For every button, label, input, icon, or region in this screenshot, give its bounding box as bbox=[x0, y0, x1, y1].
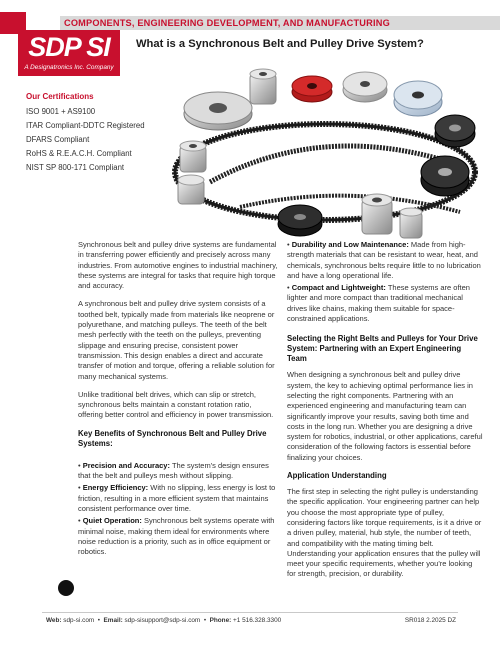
logo-wordmark: SDP SI bbox=[28, 32, 110, 62]
black-pulley bbox=[278, 205, 322, 236]
decorative-dot bbox=[58, 580, 74, 596]
red-pulley bbox=[292, 76, 332, 102]
aluminum-pulley bbox=[184, 92, 252, 130]
footer: Web: sdp-si.com • Email: sdp-sisupport@sdp-si.com • Phone: +1 516.328.3300 SR018 2.2025 DZ bbox=[46, 617, 456, 624]
benefit-text: With no slipping, less energy is lost to friction, resulting in a more efficient system that maintains consistent performance over time. bbox=[78, 483, 276, 513]
footer-email-link[interactable]: sdp-sisupport@sdp-si.com bbox=[124, 617, 201, 624]
application-section-heading: Application Understanding bbox=[287, 471, 387, 481]
benefit-title: Durability and Low Maintenance: bbox=[291, 240, 409, 249]
certification-item: NIST SP 800-171 Compliant bbox=[26, 163, 125, 172]
certification-item: ISO 9001 + AS9100 bbox=[26, 107, 96, 116]
benefit-text: The system's design ensures that the belt and pulleys mesh without slipping. bbox=[78, 460, 269, 481]
left-column bbox=[78, 240, 278, 559]
comparison-paragraph: Unlike traditional belt drives, which can slip or stretch, synchronous belts maintain a constant rotation ratio, offering better control and efficiency in power transmission. bbox=[78, 389, 274, 420]
benefit-text: These systems are often lighter and more compact than traditional mechanical drives like chains, making them suitable for space-constrained applications. bbox=[287, 283, 470, 324]
right-column bbox=[287, 240, 483, 588]
benefit-text: Made from high-strength materials that can be resistant to wear, heat, and chemicals, synchronous belts require little to no lubrication and have a long operational life. bbox=[287, 240, 481, 280]
logo-subtitle: A Designatronics Inc. Company bbox=[24, 64, 114, 71]
company-logo bbox=[18, 30, 120, 76]
footer-divider bbox=[42, 612, 458, 613]
aluminum-pulley bbox=[180, 141, 206, 172]
application-section-text: The first step in selecting the right pulley is understanding the specific application. Your engineering partner can help you choose the most appropriate type of pulley, considering factors like torque requirements, is it a drive or a driven pulley, material, hub style, the number of teeth, and compatibility with the mating timing belt. Understanding your application ensures that the pulley will meet your specific requirements, whether you're looking for strength, precision, or durability. bbox=[287, 487, 482, 579]
benefit-item: • Precision and Accuracy: The system's design ensures that the belt and pulleys mesh without slipping. bbox=[78, 460, 269, 481]
benefit-title: Quiet Operation: bbox=[82, 516, 142, 526]
benefit-title: Energy Efficiency: bbox=[82, 483, 149, 493]
black-pulley bbox=[435, 115, 475, 147]
document-code: SR018 2.2025 DZ bbox=[404, 617, 456, 624]
selecting-section-text: When designing a synchronous belt and pulley drive system, the key to achieving optimal performance lies in selecting the right components. Partnering with an experienced engineering and manufacturing team can significantly improve your results, saving both time and costs in the long run. Whether you are designing a drive system for robotics, industrial, or other applications, careful consideration of the following factors is essential before finalizing your choices. bbox=[287, 370, 483, 462]
aluminum-pulley bbox=[250, 69, 276, 104]
page-title: What is a Synchronous Belt and Pulley Drive System? bbox=[136, 38, 424, 50]
benefit-text: Synchronous belt systems operate with minimal noise, making them ideal for environments where noise reduction is a priority, such as in office equipment or robotics. bbox=[78, 516, 275, 557]
benefits-heading: Key Benefits of Synchronous Belt and Pulley Drive Systems: bbox=[78, 428, 267, 448]
footer-phone: +1 516.328.3300 bbox=[233, 617, 282, 624]
aluminum-pulley bbox=[343, 72, 387, 102]
system-description-paragraph: A synchronous belt and pulley drive system consists of a toothed belt, typically made from materials like neoprene or polyurethane, and matching pulleys. The teeth of the belt mesh perfectly with the teeth on the pulleys, preventing slippage and ensuring precise, consistent power transmission. This design enables a direct and accurate transfer of motion and torque, offering a reliable solution for many mechanical systems. bbox=[78, 299, 275, 381]
aluminum-pulley bbox=[178, 175, 204, 204]
blue-pulley bbox=[394, 81, 442, 116]
benefit-item: • Durability and Low Maintenance: Made from high-strength materials that can be resistant to wear, heat, and chemicals, synchronous belts require little to no lubrication and have a long operational life. bbox=[287, 240, 481, 280]
footer-web-link[interactable]: sdp-si.com bbox=[63, 617, 95, 624]
benefit-title: Compact and Lightweight: bbox=[291, 283, 386, 293]
benefit-item: • Energy Efficiency: With no slipping, less energy is lost to friction, resulting in a more efficient system that maintains consistent performance over time. bbox=[78, 483, 276, 513]
certification-item: RoHS & R.E.A.C.H. Compliant bbox=[26, 149, 132, 158]
aluminum-pulley bbox=[362, 194, 392, 234]
footer-phone-label: Phone: bbox=[209, 617, 232, 624]
black-pulley bbox=[421, 156, 469, 196]
benefit-title: Precision and Accuracy: bbox=[82, 460, 170, 470]
selecting-section-heading: Selecting the Right Belts and Pulleys for Your Drive System: Partnering with an Expert Engineering Team bbox=[287, 334, 478, 364]
belts-and-pulleys-photo bbox=[150, 62, 500, 242]
certifications-block bbox=[26, 92, 145, 175]
benefit-item: • Quiet Operation: Synchronous belt systems operate with minimal noise, making them ideal for environments where noise reduction is a priority, such as in office equipment or robotics. bbox=[78, 516, 275, 557]
footer-email-label: Email: bbox=[103, 617, 123, 624]
certification-item: ITAR Compliant-DDTC Registered bbox=[26, 121, 145, 130]
benefit-item: • Compact and Lightweight: These systems are often lighter and more compact than traditional mechanical drives like chains, making them suitable for space-constrained applications. bbox=[287, 283, 470, 324]
certifications-heading: Our Certifications bbox=[26, 92, 94, 101]
intro-paragraph: Synchronous belt and pulley drive systems are fundamental in transferring power efficiently and precisely across many industries. From automotive engines to industrial machinery, these systems are integral for tasks that require high torque and accuracy. bbox=[78, 240, 278, 291]
footer-web-label: Web: bbox=[46, 617, 62, 624]
certification-item: DFARS Compliant bbox=[26, 135, 90, 144]
header-tagline: COMPONENTS, ENGINEERING DEVELOPMENT, AND MANUFACTURING bbox=[64, 18, 390, 28]
aluminum-pulley bbox=[400, 208, 422, 238]
